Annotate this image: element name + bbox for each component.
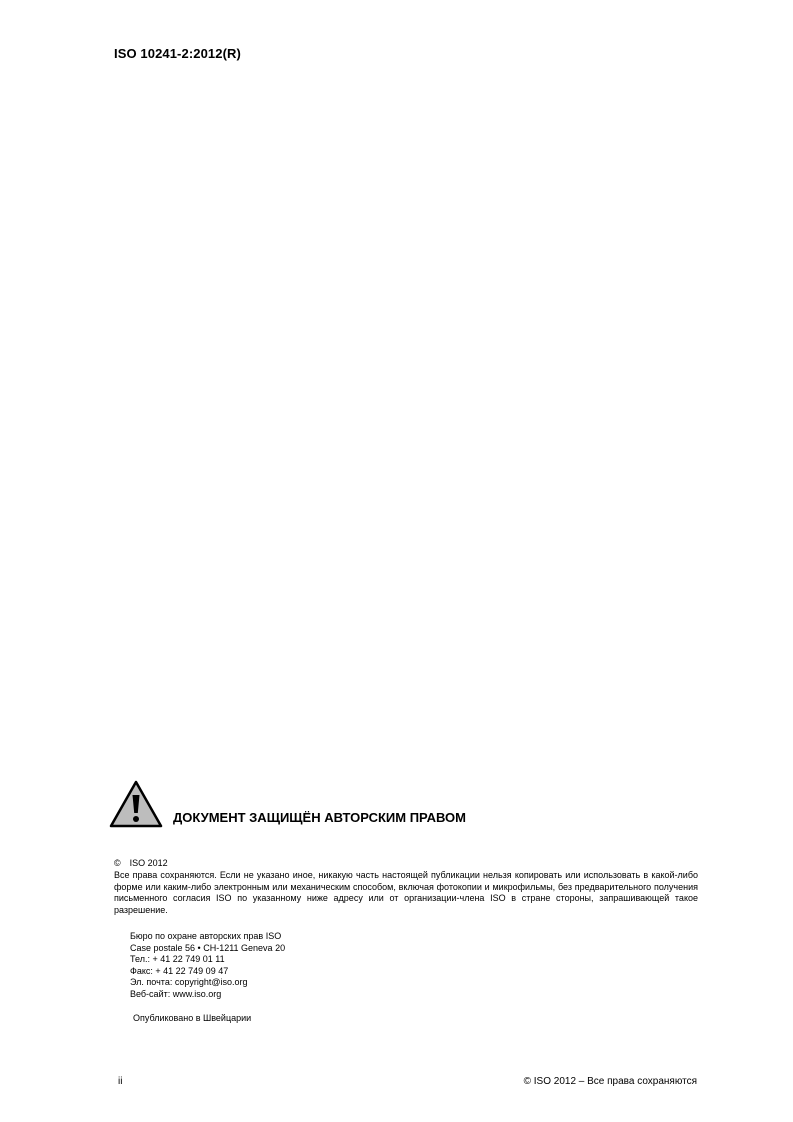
copyright-notice: [114, 858, 168, 868]
copyright-warning: [108, 779, 708, 831]
address-line: Эл. почта: copyright@iso.org: [130, 977, 248, 988]
document-id: ISO 10241-2:2012(R): [114, 46, 241, 61]
copyright-text: ISO 2012: [129, 858, 168, 868]
address-line: Бюро по охране авторских прав ISO: [130, 931, 282, 941]
address-block: [130, 931, 285, 1001]
warning-triangle-icon: [108, 779, 164, 829]
footer-copyright: © ISO 2012 – Все права сохраняются: [523, 1076, 697, 1087]
address-line: Веб-сайт: www.iso.org: [130, 988, 222, 999]
warning-title: ДОКУМЕНТ ЗАЩИЩЁН АВТОРСКИМ ПРАВОМ: [173, 810, 466, 825]
address-line: Case postale 56 • CH-1211 Geneva 20: [130, 942, 286, 953]
page-number: ii: [118, 1076, 123, 1087]
published-in: Опубликовано в Швейцарии: [133, 1013, 252, 1023]
copyright-symbol: ©: [114, 858, 121, 868]
rights-paragraph: Все права сохраняются. Если не указано иное, никакую часть настоящей публикации нельзя копировать или использовать в какой-либо форме или каким-либо электронным или механическим способом, включая фотокопии и микрофильмы, без предварительного получения письменного согласия ISO по указанному ниже адресу или от организации-члена ISO в стране стороны, запрашивающей такое разрешение.: [114, 870, 698, 915]
address-line: Тел.: + 41 22 749 01 11: [130, 954, 225, 965]
address-line: Факс: + 41 22 749 09 47: [130, 965, 229, 976]
